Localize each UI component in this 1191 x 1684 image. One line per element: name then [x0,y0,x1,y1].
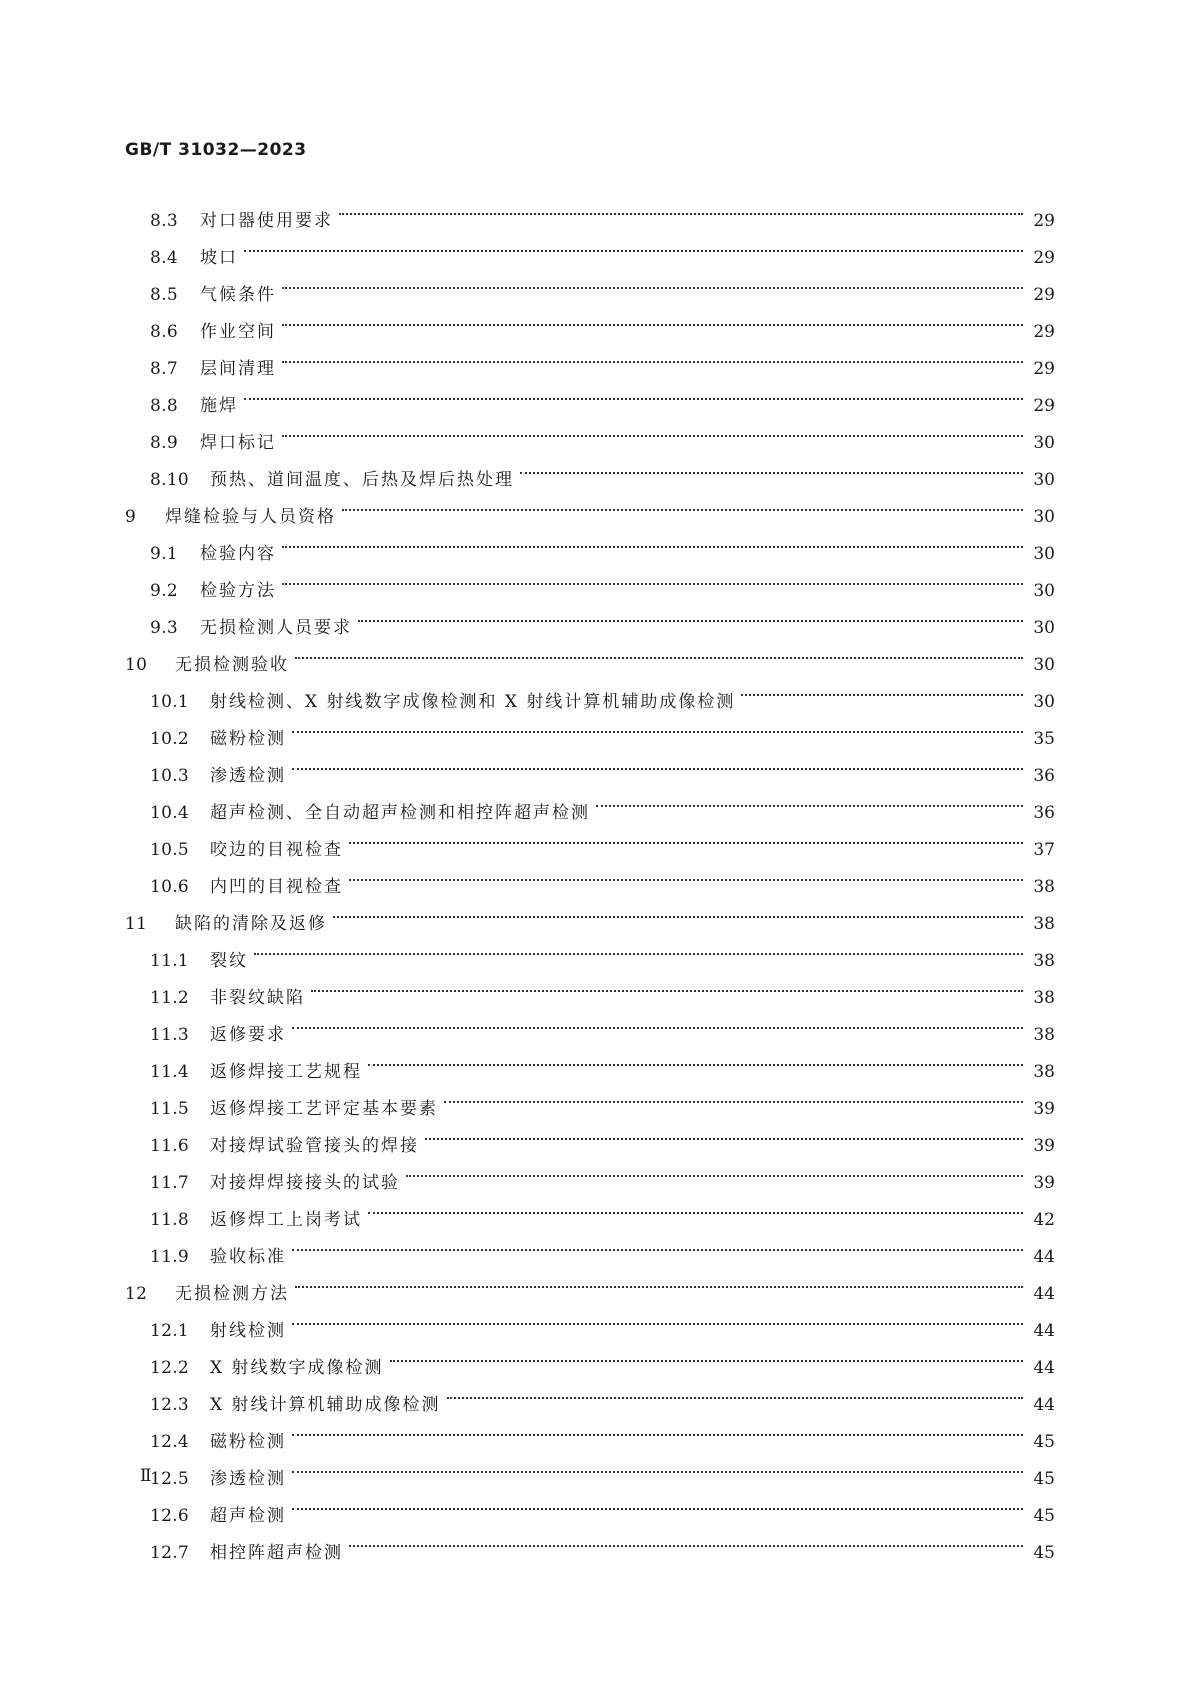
toc-entry-page: 38 [1033,1025,1055,1045]
toc-dot-leader [333,892,1027,929]
toc-entry-title: 层间清理 [200,359,276,379]
toc-entry-page: 29 [1033,396,1055,416]
toc-entry-title: 对接焊焊接接头的试验 [210,1173,400,1193]
toc-entry[interactable] [125,263,1055,305]
toc-entry-page: 45 [1033,1506,1055,1526]
toc-entry-title: 磁粉检测 [210,729,286,749]
toc-entry-number: 10 [125,655,148,675]
toc-dot-leader [292,744,1027,781]
toc-entry-number: 8.4 [150,248,178,268]
toc-entry[interactable] [125,189,1055,231]
toc-entry-page: 45 [1033,1432,1055,1452]
toc-entry-number: 12.1 [150,1321,190,1341]
toc-entry-title: 气候条件 [200,285,276,305]
toc-entry-title: 施焊 [200,396,238,416]
toc-entry-page: 45 [1033,1469,1055,1489]
toc-entry-page: 44 [1033,1395,1055,1415]
toc-dot-leader [520,448,1027,485]
toc-entry-title: 焊口标记 [200,433,276,453]
toc-entry-number: 11 [125,914,148,934]
toc-entry-number: 12 [125,1284,148,1304]
toc-entry-number: 8.10 [150,470,190,490]
toc-entry-number: 11.7 [150,1173,190,1193]
toc-dot-leader [282,263,1027,300]
toc-dot-leader [292,1410,1027,1447]
toc-entry-number: 9 [125,507,137,527]
toc-entry-title: 对接焊试验管接头的焊接 [210,1136,419,1156]
toc-entry-page: 30 [1033,544,1055,564]
toc-dot-leader [349,855,1027,892]
toc-dot-leader [444,1077,1027,1114]
toc-entry-page: 39 [1033,1099,1055,1119]
toc-entry-page: 36 [1033,766,1055,786]
toc-entry-title: 作业空间 [200,322,276,342]
toc-dot-leader [447,1373,1027,1410]
toc-entry-number: 8.9 [150,433,178,453]
toc-entry-title: 验收标准 [210,1247,286,1267]
toc-entry-title: X 射线数字成像检测 [210,1358,384,1378]
toc-entry-page: 30 [1033,581,1055,601]
toc-entry-number: 10.4 [150,803,190,823]
toc-entry-title: 检验内容 [200,544,276,564]
toc-entry-number: 11.3 [150,1025,190,1045]
toc-entry-title: 渗透检测 [210,766,286,786]
toc-entry-number: 8.6 [150,322,178,342]
toc-entry-number: 10.2 [150,729,190,749]
toc-entry-number: 12.3 [150,1395,190,1415]
toc-dot-leader [244,374,1027,411]
toc-entry-title: 返修焊工上岗考试 [210,1210,362,1230]
toc-dot-leader [295,1262,1027,1299]
toc-dot-leader [254,929,1027,966]
toc-dot-leader [282,559,1027,596]
toc-entry-number: 9.2 [150,581,178,601]
toc-entry-number: 10.1 [150,692,190,712]
toc-entry-number: 8.5 [150,285,178,305]
toc-dot-leader [292,1225,1027,1262]
toc-entry-number: 11.5 [150,1099,190,1119]
toc-dot-leader [282,300,1027,337]
toc-entry-page: 39 [1033,1173,1055,1193]
toc-entry-number: 8.7 [150,359,178,379]
toc-entry-page: 30 [1033,507,1055,527]
toc-dot-leader [311,966,1027,1003]
toc-entry-title: 返修要求 [210,1025,286,1045]
toc-entry-page: 29 [1033,285,1055,305]
toc-entry-title: 检验方法 [200,581,276,601]
toc-dot-leader [741,670,1027,707]
toc-dot-leader [292,1299,1027,1336]
toc-entry-page: 29 [1033,322,1055,342]
toc-entry-number: 11.8 [150,1210,190,1230]
toc-dot-leader [358,596,1027,633]
toc-entry-number: 11.6 [150,1136,190,1156]
toc-entry[interactable] [125,929,1055,971]
toc-dot-leader [596,781,1027,818]
toc-entry-number: 11.1 [150,951,190,971]
toc-entry-title: 返修焊接工艺规程 [210,1062,362,1082]
toc-entry-number: 11.9 [150,1247,190,1267]
page-number: Ⅱ [140,1466,152,1486]
toc-entry[interactable] [125,966,1055,1008]
toc-entry-page: 30 [1033,692,1055,712]
toc-entry-number: 9.1 [150,544,178,564]
toc-entry-number: 10.3 [150,766,190,786]
toc-dot-leader [295,633,1027,670]
toc-entry-title: 无损检测人员要求 [200,618,352,638]
toc-dot-leader [368,1040,1027,1077]
toc-entry-title: 渗透检测 [210,1469,286,1489]
toc-entry-page: 38 [1033,988,1055,1008]
toc-entry-number: 11.2 [150,988,190,1008]
toc-entry-number: 12.7 [150,1543,190,1563]
toc-entry-page: 44 [1033,1321,1055,1341]
toc-entry-page: 45 [1033,1543,1055,1563]
toc-entry-number: 11.4 [150,1062,190,1082]
toc-entry-page: 38 [1033,877,1055,897]
toc-entry-number: 10.6 [150,877,190,897]
toc-entry-title: 裂纹 [210,951,248,971]
toc-dot-leader [282,522,1027,559]
toc-dot-leader [368,1188,1027,1225]
toc-dot-leader [292,1484,1027,1521]
toc-entry-page: 29 [1033,359,1055,379]
toc-entry-number: 10.5 [150,840,190,860]
toc-entry-page: 38 [1033,914,1055,934]
toc-entry-title: 对口器使用要求 [200,211,333,231]
toc-entry-page: 36 [1033,803,1055,823]
toc-entry[interactable] [125,411,1055,453]
toc-dot-leader [292,707,1027,744]
toc-entry-page: 30 [1033,618,1055,638]
toc-dot-leader [282,337,1027,374]
toc-entry-page: 39 [1033,1136,1055,1156]
toc-dot-leader [282,411,1027,448]
toc-dot-leader [425,1114,1027,1151]
toc-dot-leader [292,1003,1027,1040]
toc-entry[interactable] [125,226,1055,268]
toc-entry-number: 12.4 [150,1432,190,1452]
toc-entry[interactable] [125,374,1055,416]
toc-dot-leader [390,1336,1027,1373]
toc-entry-page: 42 [1033,1210,1055,1230]
toc-entry-page: 44 [1033,1247,1055,1267]
toc-entry-page: 38 [1033,1062,1055,1082]
toc-entry-page: 38 [1033,951,1055,971]
standard-number: GB/T 31032—2023 [125,140,307,160]
toc-entry-number: 8.8 [150,396,178,416]
toc-entry-page: 29 [1033,248,1055,268]
toc-entry-number: 12.6 [150,1506,190,1526]
toc-dot-leader [339,189,1027,226]
toc-entry-page: 44 [1033,1284,1055,1304]
toc-entry-title: 返修焊接工艺评定基本要素 [210,1099,438,1119]
toc-entry-title: 坡口 [200,248,238,268]
toc-entry-title: 内凹的目视检查 [210,877,343,897]
toc-entry-page: 30 [1033,655,1055,675]
toc-entry-page: 37 [1033,840,1055,860]
toc-entry-title: 缺陷的清除及返修 [175,914,327,934]
toc-entry-title: 超声检测、全自动超声检测和相控阵超声检测 [210,803,590,823]
toc-dot-leader [349,1521,1027,1558]
toc-entry-number: 12.5 [150,1469,190,1489]
toc-entry-title: 焊缝检验与人员资格 [165,507,336,527]
toc-entry-page: 30 [1033,433,1055,453]
toc-dot-leader [342,485,1027,522]
table-of-contents [125,189,1055,1563]
toc-entry-title: 射线检测 [210,1321,286,1341]
toc-entry-title: 非裂纹缺陷 [210,988,305,1008]
toc-entry-page: 35 [1033,729,1055,749]
toc-entry-title: X 射线计算机辅助成像检测 [210,1395,441,1415]
toc-entry-page: 29 [1033,211,1055,231]
toc-entry-number: 12.2 [150,1358,190,1378]
toc-entry-title: 无损检测方法 [175,1284,289,1304]
toc-entry-page: 44 [1033,1358,1055,1378]
toc-entry-title: 相控阵超声检测 [210,1543,343,1563]
toc-entry-title: 超声检测 [210,1506,286,1526]
toc-entry-title: 磁粉检测 [210,1432,286,1452]
toc-dot-leader [292,1447,1027,1484]
toc-entry-title: 预热、道间温度、后热及焊后热处理 [210,470,514,490]
toc-entry-number: 8.3 [150,211,178,231]
toc-dot-leader [406,1151,1027,1188]
toc-entry-page: 30 [1033,470,1055,490]
toc-entry-number: 9.3 [150,618,178,638]
toc-dot-leader [244,226,1027,263]
toc-entry-title: 咬边的目视检查 [210,840,343,860]
toc-entry-title: 射线检测、X 射线数字成像检测和 X 射线计算机辅助成像检测 [210,692,736,712]
toc-dot-leader [349,818,1027,855]
toc-entry-title: 无损检测验收 [175,655,289,675]
